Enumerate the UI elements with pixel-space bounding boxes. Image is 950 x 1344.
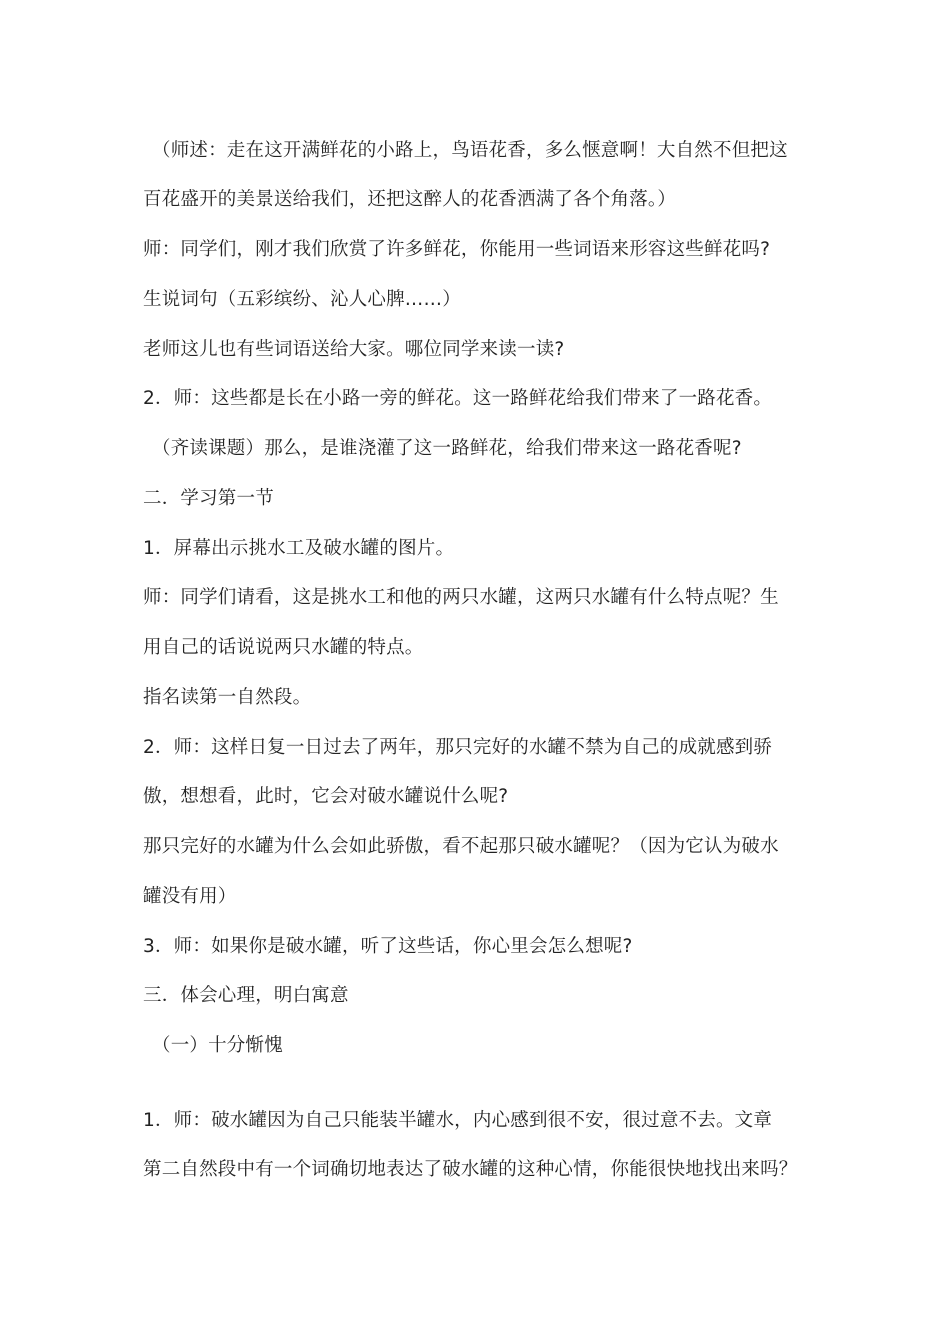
paragraph-line: （齐读课题）那么，是谁浇灌了这一路鲜花，给我们带来这一路花香呢? bbox=[152, 438, 742, 459]
paragraph-line: 百花盛开的美景送给我们，还把这醉人的花香洒满了各个角落。） bbox=[143, 189, 677, 210]
paragraph-line: 2．师：这些都是长在小路一旁的鲜花。这一路鲜花给我们带来了一路花香。 bbox=[143, 388, 773, 409]
paragraph-line: 2．师：这样日复一日过去了两年，那只完好的水罐不禁为自己的成就感到骄 bbox=[143, 737, 773, 758]
paragraph-line: 3．师：如果你是破水罐，听了这些话，你心里会怎么想呢? bbox=[143, 936, 633, 957]
paragraph-line: （师述：走在这开满鲜花的小路上，鸟语花香，多么惬意啊！大自然不但把这 bbox=[152, 140, 788, 161]
subsection-heading: （一）十分惭愧 bbox=[152, 1035, 283, 1056]
paragraph-line: 第二自然段中有一个词确切地表达了破水罐的这种心情，你能很快地找出来吗？ bbox=[143, 1159, 798, 1180]
section-heading: 二．学习第一节 bbox=[143, 488, 274, 509]
section-heading: 三．体会心理，明白寓意 bbox=[143, 985, 349, 1006]
paragraph-line: 傲，想想看，此时，它会对破水罐说什么呢? bbox=[143, 786, 509, 807]
paragraph-line: 用自己的话说说两只水罐的特点。 bbox=[143, 637, 424, 658]
paragraph-line: 师：同学们，刚才我们欣赏了许多鲜花，你能用一些词语来形容这些鲜花吗? bbox=[143, 239, 771, 260]
paragraph-line: 师：同学们请看，这是挑水工和他的两只水罐，这两只水罐有什么特点呢？生 bbox=[143, 587, 779, 608]
paragraph-line: 罐没有用） bbox=[143, 886, 237, 907]
paragraph-line: 那只完好的水罐为什么会如此骄傲，看不起那只破水罐呢？（因为它认为破水 bbox=[143, 836, 779, 857]
paragraph-line: 老师这儿也有些词语送给大家。哪位同学来读一读? bbox=[143, 339, 565, 360]
paragraph-line: 1．师：破水罐因为自己只能装半罐水，内心感到很不安，很过意不去。文章 bbox=[143, 1110, 773, 1131]
paragraph-line: 生说词句（五彩缤纷、沁人心脾……） bbox=[143, 289, 461, 310]
paragraph-line: 1．屏幕出示挑水工及破水罐的图片。 bbox=[143, 538, 455, 559]
paragraph-line: 指名读第一自然段。 bbox=[143, 687, 312, 708]
